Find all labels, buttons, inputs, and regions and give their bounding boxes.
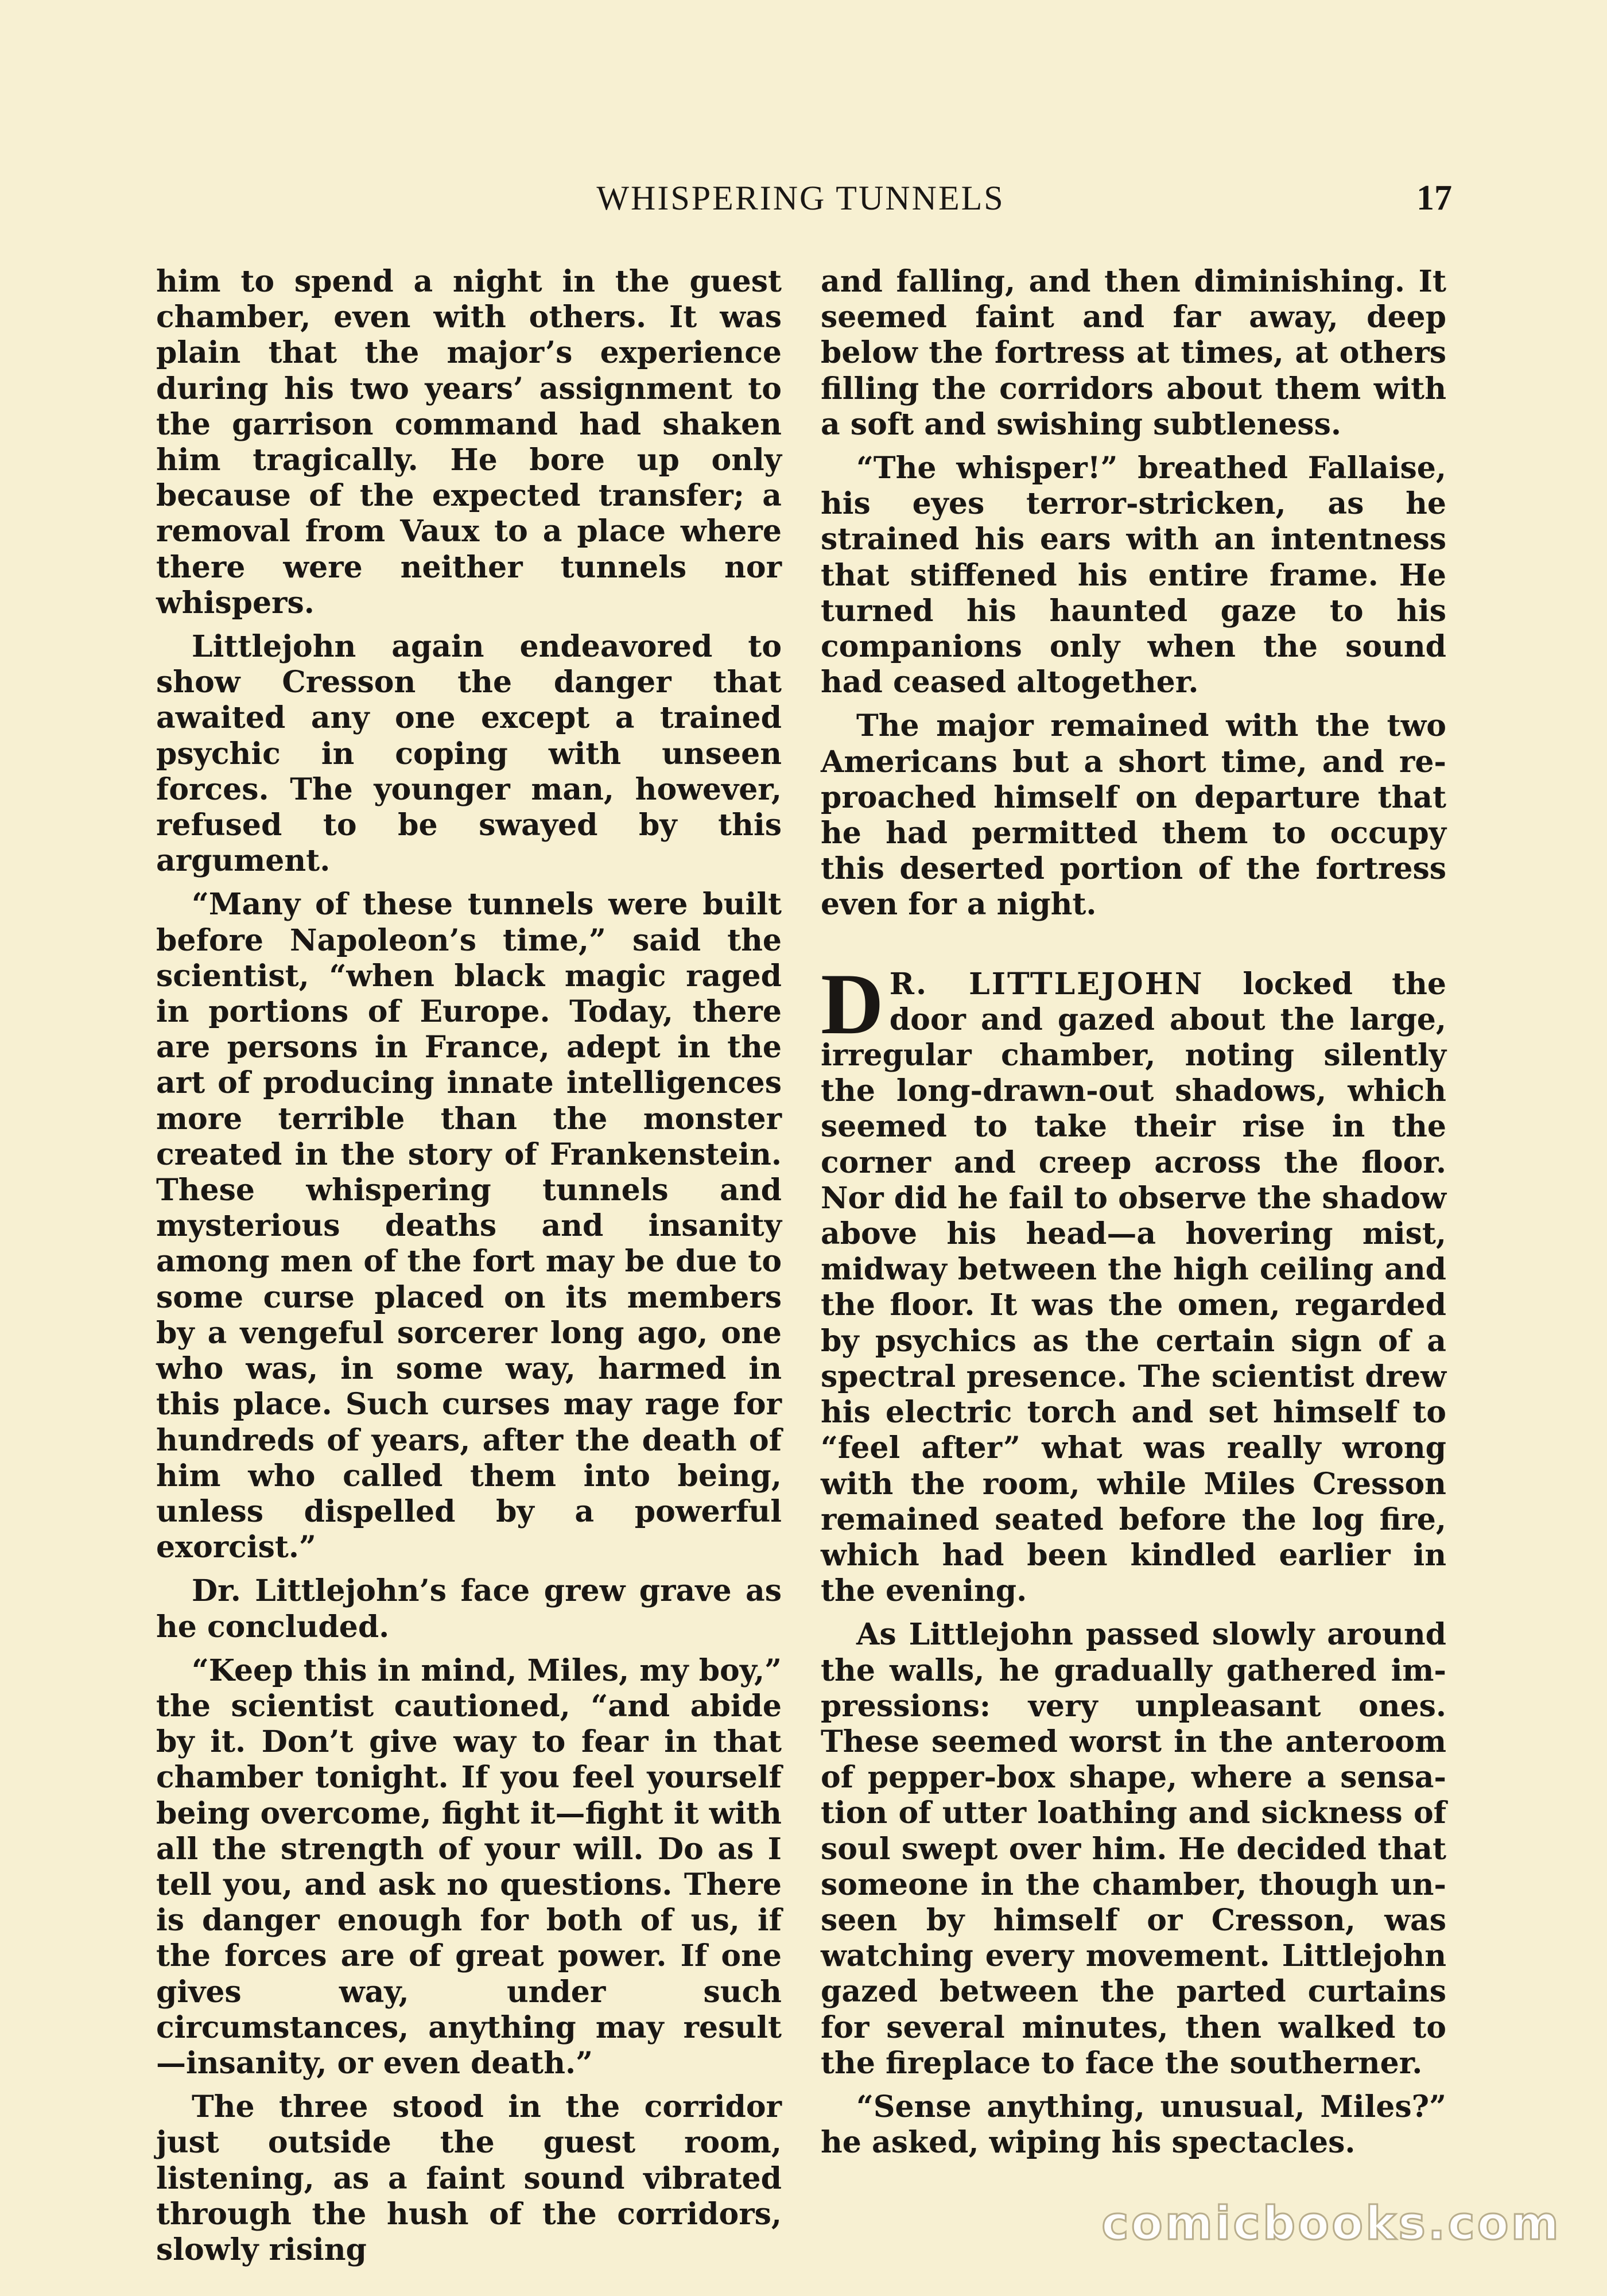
paragraph: him to spend a night in the guest chamber, even with others. It was plain that the major’s experience during his two years’ assignment to the garrison command had shaken him tragically. He bore up only because of the expected transfer; a removal from Vaux to a place where there were neither tunnels nor whispers.: [156, 264, 782, 620]
paragraph: The major remained with the two Americans but a short time, and reproached himself on departure that he had permitted them to occupy this deserted portion of the fortress even for a night.: [821, 708, 1446, 922]
paragraph: and falling, and then diminishing. It seemed faint and far away, deep below the fortress at times, at others filling the corridors about them with a soft and swishing subtleness.: [821, 264, 1446, 442]
left-column: [156, 264, 782, 2268]
page-number: 17: [1416, 179, 1452, 218]
paragraph: Littlejohn again endeavored to show Cresson the danger that awaited any one except a trained psychic in coping with unseen forces. The younger man, however, refused to be swayed by this argument.: [156, 629, 782, 879]
drop-cap-letter: D: [821, 955, 884, 1052]
paragraph: “Sense anything, unusual, Miles?” he asked, wiping his spectacles.: [821, 2089, 1446, 2161]
drop-cap-paragraph-text: locked the door and gazed about the large, irregular chamber, noting silently the long-drawn-out shadows, which seemed to take their rise in the corner and creep across the floor. Nor did he fail to observe the shadow above his head—a hovering mist, midway between the high ceiling and the floor. It was the omen, regarded by psychics as the certain sign of a spectral presence. The scientist drew his electric torch and set himself to “feel after” what was really wrong with the room, while Miles Cresson remained seated before the log fire, which had been kindled earlier in the evening.: [821, 966, 1446, 1609]
paragraph: “The whisper!” breathed Fallaise, his eyes terror-stricken, as he strained his ears with an intentness that stiffened his entire frame. He turned his haunted gaze to his companions only when the sound had ceased altogether.: [821, 451, 1446, 700]
paragraph: As Littlejohn passed slowly around the walls, he gradually gathered impressions: very unpleasant ones. These seemed worst in the anteroom of pepper-box shape, where a sensation of utter loathing and sickness of soul swept over him. He decided that someone in the chamber, though unseen by himself or Cresson, was watching every movement. Littlejohn gazed between the parted curtains for several minutes, then walked to the fireplace to face the southerner.: [821, 1617, 1446, 2081]
drop-cap-paragraph: [821, 955, 1446, 1609]
drop-cap-small-caps: R. LITTLEJOHN: [889, 966, 1204, 1002]
paragraph: “Many of these tunnels were built before Napoleon’s time,” said the scientist, “when black magic raged in portions of Europe. Today, there are persons in France, adept in the art of producing innate intelligences more terrible than the monster created in the story of Frankenstein. These whispering tunnels and mysterious deaths and insanity among men of the fort may be due to some curse placed on its members by a vengeful sorcerer long ago, one who was, in some way, harmed in this place. Such curses may rage for hundreds of years, after the death of him who called them into being, unless dispelled by a powerful exorcist.”: [156, 887, 782, 1565]
page-header: [149, 172, 1452, 224]
paragraph: “Keep this in mind, Miles, my boy,” the scientist cautioned, “and abide by it. Don’t give way to fear in that chamber tonight. If you feel yourself being overcome, fight it—fight it with all the strength of your will. Do as I tell you, and ask no questions. There is danger enough for both of us, if the forces are of great power. If one gives way, under such circumstances, anything may result—insanity, or even death.”: [156, 1653, 782, 2081]
site-watermark: comicbooks.com: [1101, 2197, 1561, 2250]
running-title: WHISPERING TUNNELS: [596, 179, 1005, 217]
section-break: [821, 931, 1446, 967]
right-column: [821, 264, 1446, 2161]
paragraph: Dr. Littlejohn’s face grew grave as he concluded.: [156, 1573, 782, 1645]
paragraph: The three stood in the corridor just outside the guest room, listening, as a faint sound vibrated through the hush of the corridors, slowly rising: [156, 2089, 782, 2267]
